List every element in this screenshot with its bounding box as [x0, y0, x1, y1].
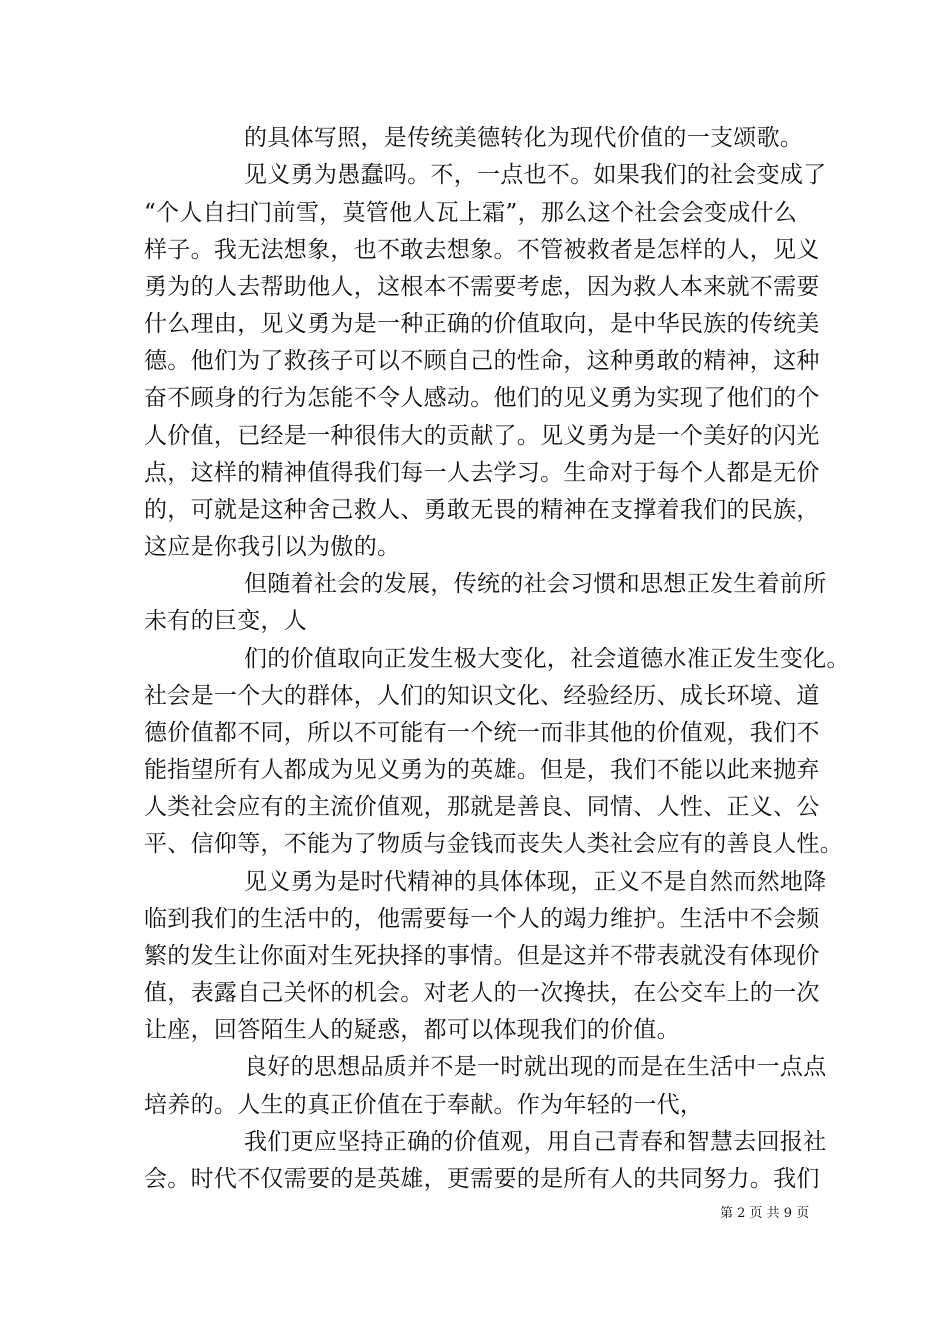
- text-line: 社会是一个大的群体，人们的知识文化、经验经历、成长环境、道: [144, 683, 820, 709]
- text-line: 临到我们的生活中的，他需要每一个人的竭力维护。生活中不会频: [144, 906, 820, 932]
- text-line: 人价值，已经是一种很伟大的贡献了。见义勇为是一个美好的闪光: [144, 423, 820, 449]
- text-line: 能指望所有人都成为见义勇为的英雄。但是，我们不能以此来抛弃: [144, 757, 820, 783]
- text-line: 见义勇为愚蠢吗。不，一点也不。如果我们的社会变成了: [244, 162, 827, 188]
- page-number: 第 2 页 共 9 页: [720, 1206, 810, 1221]
- text-line: 样子。我无法想象，也不敢去想象。不管被救者是怎样的人，见义: [144, 237, 820, 263]
- text-line: 德价值都不同，所以不可能有一个统一而非其他的价值观，我们不: [144, 720, 820, 746]
- text-line: “个人自扫门前雪，莫管他人瓦上霜”，那么这个社会会变成什么: [144, 200, 798, 226]
- text-line: 勇为的人去帮助他人，这根本不需要考虑，因为救人本来就不需要: [144, 274, 820, 300]
- text-line: 平、信仰等，不能为了物质与金钱而丧失人类社会应有的善良人性。: [144, 831, 843, 857]
- text-line: 我们更应坚持正确的价值观，用自己青春和智慧去回报社: [244, 1129, 827, 1155]
- text-line: 见义勇为是时代精神的具体体现，正义不是自然而然地降: [244, 869, 827, 895]
- text-line: 会。时代不仅需要的是英雄，更需要的是所有人的共同努力。我们: [144, 1166, 820, 1192]
- text-line: 繁的发生让你面对生死抉择的事情。但是这并不带表就没有体现价: [144, 943, 820, 969]
- text-line: 值，表露自己关怀的机会。对老人的一次搀扶，在公交车上的一次: [144, 980, 820, 1006]
- text-line: 让座，回答陌生人的疑惑，都可以体现我们的价值。: [144, 1017, 680, 1043]
- text-line: 人类社会应有的主流价值观，那就是善良、同情、人性、正义、公: [144, 794, 820, 820]
- text-line: 但随着社会的发展，传统的社会习惯和思想正发生着前所: [244, 571, 827, 597]
- text-line: 们的价值取向正发生极大变化，社会道德水准正发生变化。: [244, 646, 850, 672]
- text-line: 培养的。人生的真正价值在于奉献。作为年轻的一代，: [144, 1092, 704, 1118]
- text-line: 奋不顾身的行为怎能不令人感动。他们的见义勇为实现了他们的个: [144, 385, 820, 411]
- text-line: 的，可就是这种舍己救人、勇敢无畏的精神在支撑着我们的民族，: [144, 497, 820, 523]
- text-line: 什么理由，见义勇为是一种正确的价值取向，是中华民族的传统美: [144, 311, 820, 337]
- text-line: 点，这样的精神值得我们每一人去学习。生命对于每个人都是无价: [144, 460, 820, 486]
- text-line: 良好的思想品质并不是一时就出现的而是在生活中一点点: [244, 1054, 827, 1080]
- text-line: 德。他们为了救孩子可以不顾自己的性命，这种勇敢的精神，这种: [144, 348, 820, 374]
- text-line: 这应是你我引以为傲的。: [144, 534, 401, 560]
- text-line: 的具体写照，是传统美德转化为现代价值的一支颂歌。: [244, 125, 804, 151]
- text-line: 未有的巨变，人: [144, 608, 308, 634]
